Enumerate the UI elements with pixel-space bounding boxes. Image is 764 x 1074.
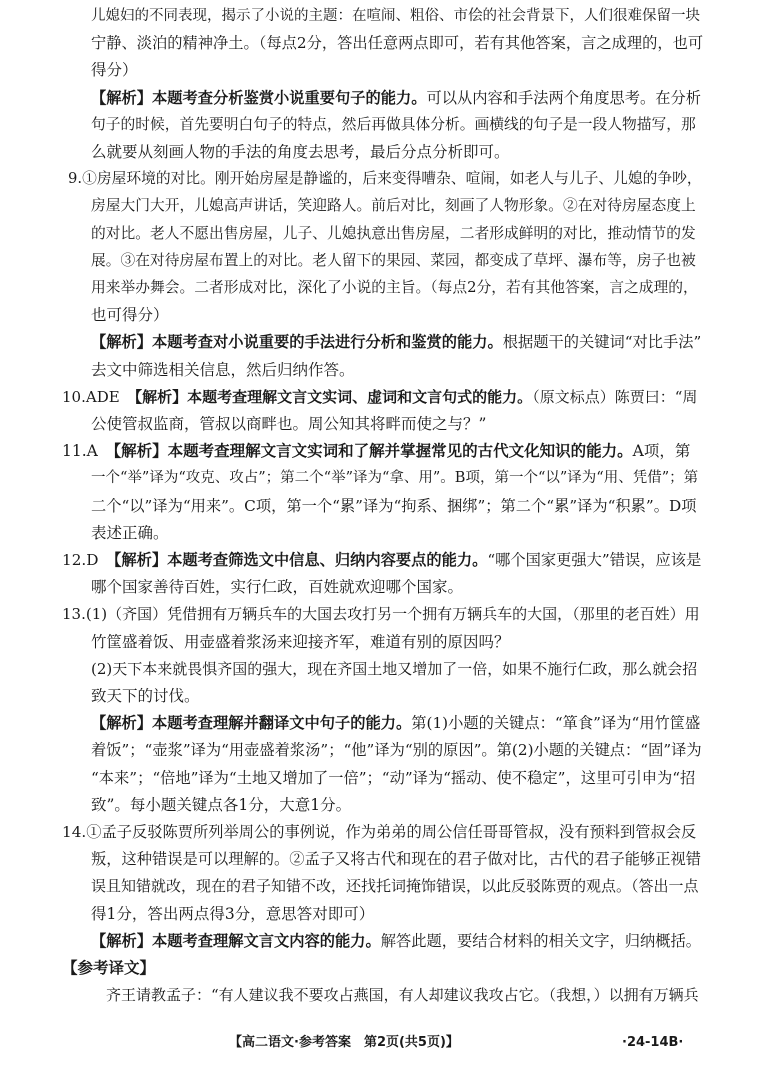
text-line: 儿媳妇的不同表现，揭示了小说的主题：在喧闹、粗俗、市侩的社会背景下，人们很难保留一块: [91, 8, 700, 24]
footer-code: ·24-14B·: [622, 1035, 684, 1050]
text-line: 宁静、淡泊的精神净土。（每点2分，答出任意两点即可，若有其他答案，言之成理的，也可: [91, 34, 704, 53]
text-line: 么就要从刻画人物的手法的角度去思考，最后分点分析即可。: [91, 143, 510, 161]
text-line: 着饭”；“壶浆”译为“用壶盛着浆汤”；“他”译为“别的原因”。第(2)小题的关键点：“固”译为: [91, 741, 702, 760]
text-line: 展。③在对待房屋布置上的对比。老人留下的果园、菜园，都变成了草坪、瀑布等，房子也被: [91, 251, 696, 269]
text-line: 的对比。老人不愿出售房屋，儿子、儿媳执意出售房屋，二者形成鲜明的对比，推动情节的发: [91, 224, 696, 242]
text-line: 得分）: [91, 61, 138, 80]
question-answer-line: 12.D 【解析】本题考查筛选文中信息、归纳内容要点的能力。“哪个国家更强大”错误，应该是: [62, 551, 702, 569]
analysis-line: 【解析】本题考查分析鉴赏小说重要句子的能力。可以从内容和手法两个角度思考。在分析: [91, 88, 701, 107]
text-line: (2)天下本来就畏惧齐国的强大，现在齐国土地又增加了一倍，如果不施行仁政，那么就会招: [91, 659, 698, 678]
analysis-label: 【解析】本题考查理解文言文实词、虚词和文言句式的能力。: [134, 387, 533, 406]
analysis-label: 【解析】本题考查理解并翻译文中句子的能力。: [91, 714, 412, 733]
footer-page-info: 【高二语文·参考答案 第2页(共5页)】: [229, 1035, 459, 1050]
analysis-line: 【解析】本题考查理解并翻译文中句子的能力。第(1)小题的关键点：“箪食”译为“用竹筐盛: [91, 714, 701, 733]
text-line: 致”。每小题关键点各1分，大意1分。: [91, 795, 352, 814]
text-line: 误且知错就改，现在的君子知错不改，还找托词掩饰错误，以此反驳陈贾的观点。（答出一点: [91, 877, 699, 896]
text-line: 用来举办舞会。二者形成对比，深化了小说的主旨。（每点2分，若有其他答案，言之成理的，: [91, 279, 698, 296]
question-answer-line: 14.①孟子反驳陈贾所列举周公的事例说，作为弟弟的周公信任哥哥管叔，没有预料到管叔会反: [62, 823, 697, 841]
text-line: 一个“举”译为“攻克、攻占”；第二个“举”译为“拿、用”。B项，第一个“以”译为“用、凭借”；第: [91, 470, 699, 487]
analysis-line: 【解析】本题考查理解文言文内容的能力。解答此题，要结合材料的相关文字，归纳概括。: [91, 931, 701, 950]
text-line: 表述正确。: [91, 523, 169, 542]
analysis-label: 【解析】本题考查分析鉴赏小说重要句子的能力。: [91, 88, 427, 107]
analysis-label: 【解析】本题考查理解文言文实词和了解并掌握常见的古代文化知识的能力。: [113, 441, 633, 461]
analysis-label: 【解析】本题考查理解文言文内容的能力。: [91, 931, 381, 950]
text-line: 哪个国家善待百姓，实行仁政，百姓就欢迎哪个国家。: [91, 578, 464, 597]
page-footer: [0, 1031, 764, 1055]
text-line: 也可得分）: [91, 306, 169, 325]
text-line: 去文中筛选相关信息，然后归纳作答。: [91, 360, 355, 379]
text-line: 房屋大门大开，儿媳高声讲话，笑迎路人。前后对比，刻画了人物形象。②在对待房屋态度上: [91, 197, 696, 215]
analysis-label: 【解析】本题考查对小说重要的手法进行分析和鉴赏的能力。: [91, 333, 503, 352]
reference-translation-heading: 【参考译文】: [62, 959, 156, 977]
text-line: 二个“以”译为“用来”。C项，第一个“累”译为“拘系、捆绑”；第二个“累”译为“积累”。D项: [91, 496, 697, 515]
text-line: 句子的时候，首先要明白句子的特点，然后再做具体分析。画横线的句子是一段人物描写，那: [91, 115, 696, 133]
question-answer-line: 11.A 【解析】本题考查理解文言文实词和了解并掌握常见的古代文化知识的能力。A项，第: [62, 441, 691, 461]
text-line: “本来”；“倍地”译为“土地又增加了一倍”；“动”译为“摇动、使不稳定”，这里可引申为“招: [91, 768, 696, 787]
analysis-label: 【解析】本题考查筛选文中信息、归纳内容要点的能力。: [113, 551, 488, 569]
text-line: 叛，这种错误是可以理解的。②孟子又将古代和现在的君子做对比，古代的君子能够正视错: [91, 850, 701, 869]
text-line: 致天下的讨伐。: [91, 687, 200, 705]
analysis-line: 【解析】本题考查对小说重要的手法进行分析和鉴赏的能力。根据题干的关键词“对比手法”: [91, 333, 702, 352]
text-line: 公使管叔监商，管叔以商畔也。周公知其将畔而使之与？”: [91, 415, 487, 433]
text-line: 齐王请教孟子：“有人建议我不要攻占燕国，有人却建议我攻占它。（我想，）以拥有万辆兵: [106, 986, 699, 1005]
question-answer-line: 13.(1)（齐国）凭借拥有万辆兵车的大国去攻打另一个拥有万辆兵车的大国，（那里的老百姓）用: [62, 605, 700, 624]
text-line: 得1分，答出两点得3分，意思答对即可）: [91, 904, 375, 923]
question-answer-line: 9.①房屋环境的对比。刚开始房屋是静谧的，后来变得嘈杂、喧闹，如老人与儿子、儿媳的争吵，: [68, 170, 702, 188]
question-answer-line: 10.ADE 【解析】本题考查理解文言文实词、虚词和文言句式的能力。（原文标点）陈贾曰：“周: [62, 387, 698, 406]
text-line: 竹筐盛着饭、用壶盛着浆汤来迎接齐军，难道有别的原因吗？: [91, 632, 510, 651]
